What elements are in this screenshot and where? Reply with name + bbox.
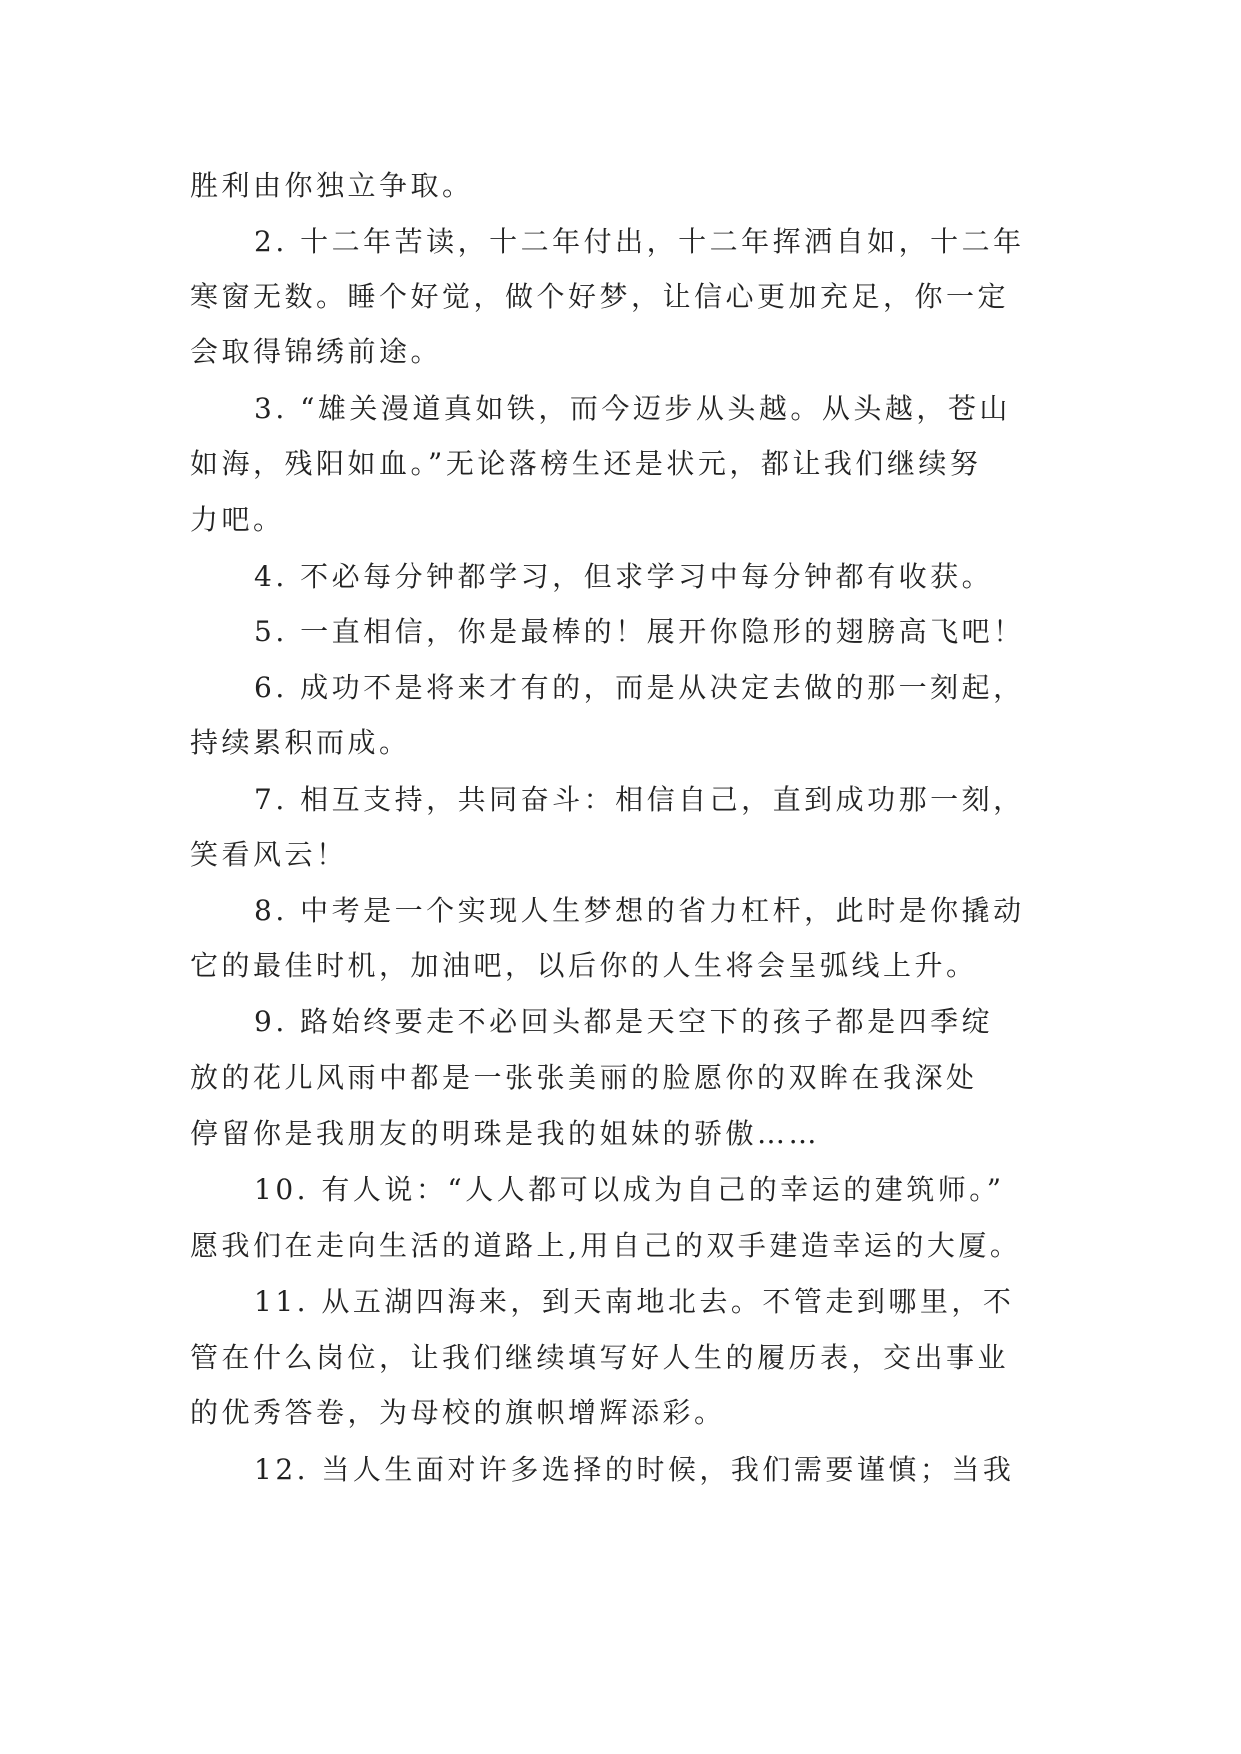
text-line: 停留你是我朋友的明珠是我的姐妹的骄傲…… [190,1117,821,1150]
text-line: 愿我们在走向生活的道路上,用自己的双手建造幸运的大厦。 [190,1229,1022,1262]
text-line: 寒窗无数。睡个好觉，做个好梦，让信心更加充足，你一定 [190,280,1010,313]
text-line: 如海，残阳如血。”无论落榜生还是状元，都让我们继续努 [190,447,982,480]
text-line: 放的花儿风雨中都是一张张美丽的脸愿你的双眸在我深处 [190,1061,978,1094]
list-item-10-line: 10. 有人说：“人人都可以成为自己的幸运的建筑师。” [254,1173,1005,1206]
text-line: 会取得锦绣前途。 [190,335,443,368]
text-line: 它的最佳时机，加油吧，以后你的人生将会呈弧线上升。 [190,949,978,982]
list-item-4-line: 4. 不必每分钟都学习，但求学习中每分钟都有收获。 [254,560,994,593]
list-item-9-line: 9. 路始终要走不必回头都是天空下的孩子都是四季绽 [254,1005,994,1038]
text-line: 的优秀答卷，为母校的旗帜增辉添彩。 [190,1396,726,1429]
text-line: 管在什么岗位，让我们继续填写好人生的履历表，交出事业 [190,1341,1010,1374]
list-item-2-line: 2. 十二年苦读，十二年付出，十二年挥洒自如，十二年 [254,225,1025,258]
list-item-5-line: 5. 一直相信，你是最棒的！展开你隐形的翅膀高飞吧！ [254,615,1025,648]
text-line: 笑看风云！ [190,838,348,871]
list-item-8-line: 8. 中考是一个实现人生梦想的省力杠杆，此时是你撬动 [254,894,1025,927]
text-line: 力吧。 [190,503,285,536]
text-line: 胜利由你独立争取。 [190,169,474,202]
text-line: 持续累积而成。 [190,726,411,759]
list-item-7-line: 7. 相互支持，共同奋斗：相信自己，直到成功那一刻， [254,783,1025,816]
list-item-6-line: 6. 成功不是将来才有的，而是从决定去做的那一刻起， [254,671,1025,704]
list-item-11-line: 11. 从五湖四海来，到天南地北去。不管走到哪里，不 [254,1285,1015,1318]
list-item-3-line: 3. “雄关漫道真如铁，而今迈步从头越。从头越，苍山 [254,392,1011,425]
list-item-12-line: 12. 当人生面对许多选择的时候，我们需要谨慎；当我 [254,1453,1015,1486]
